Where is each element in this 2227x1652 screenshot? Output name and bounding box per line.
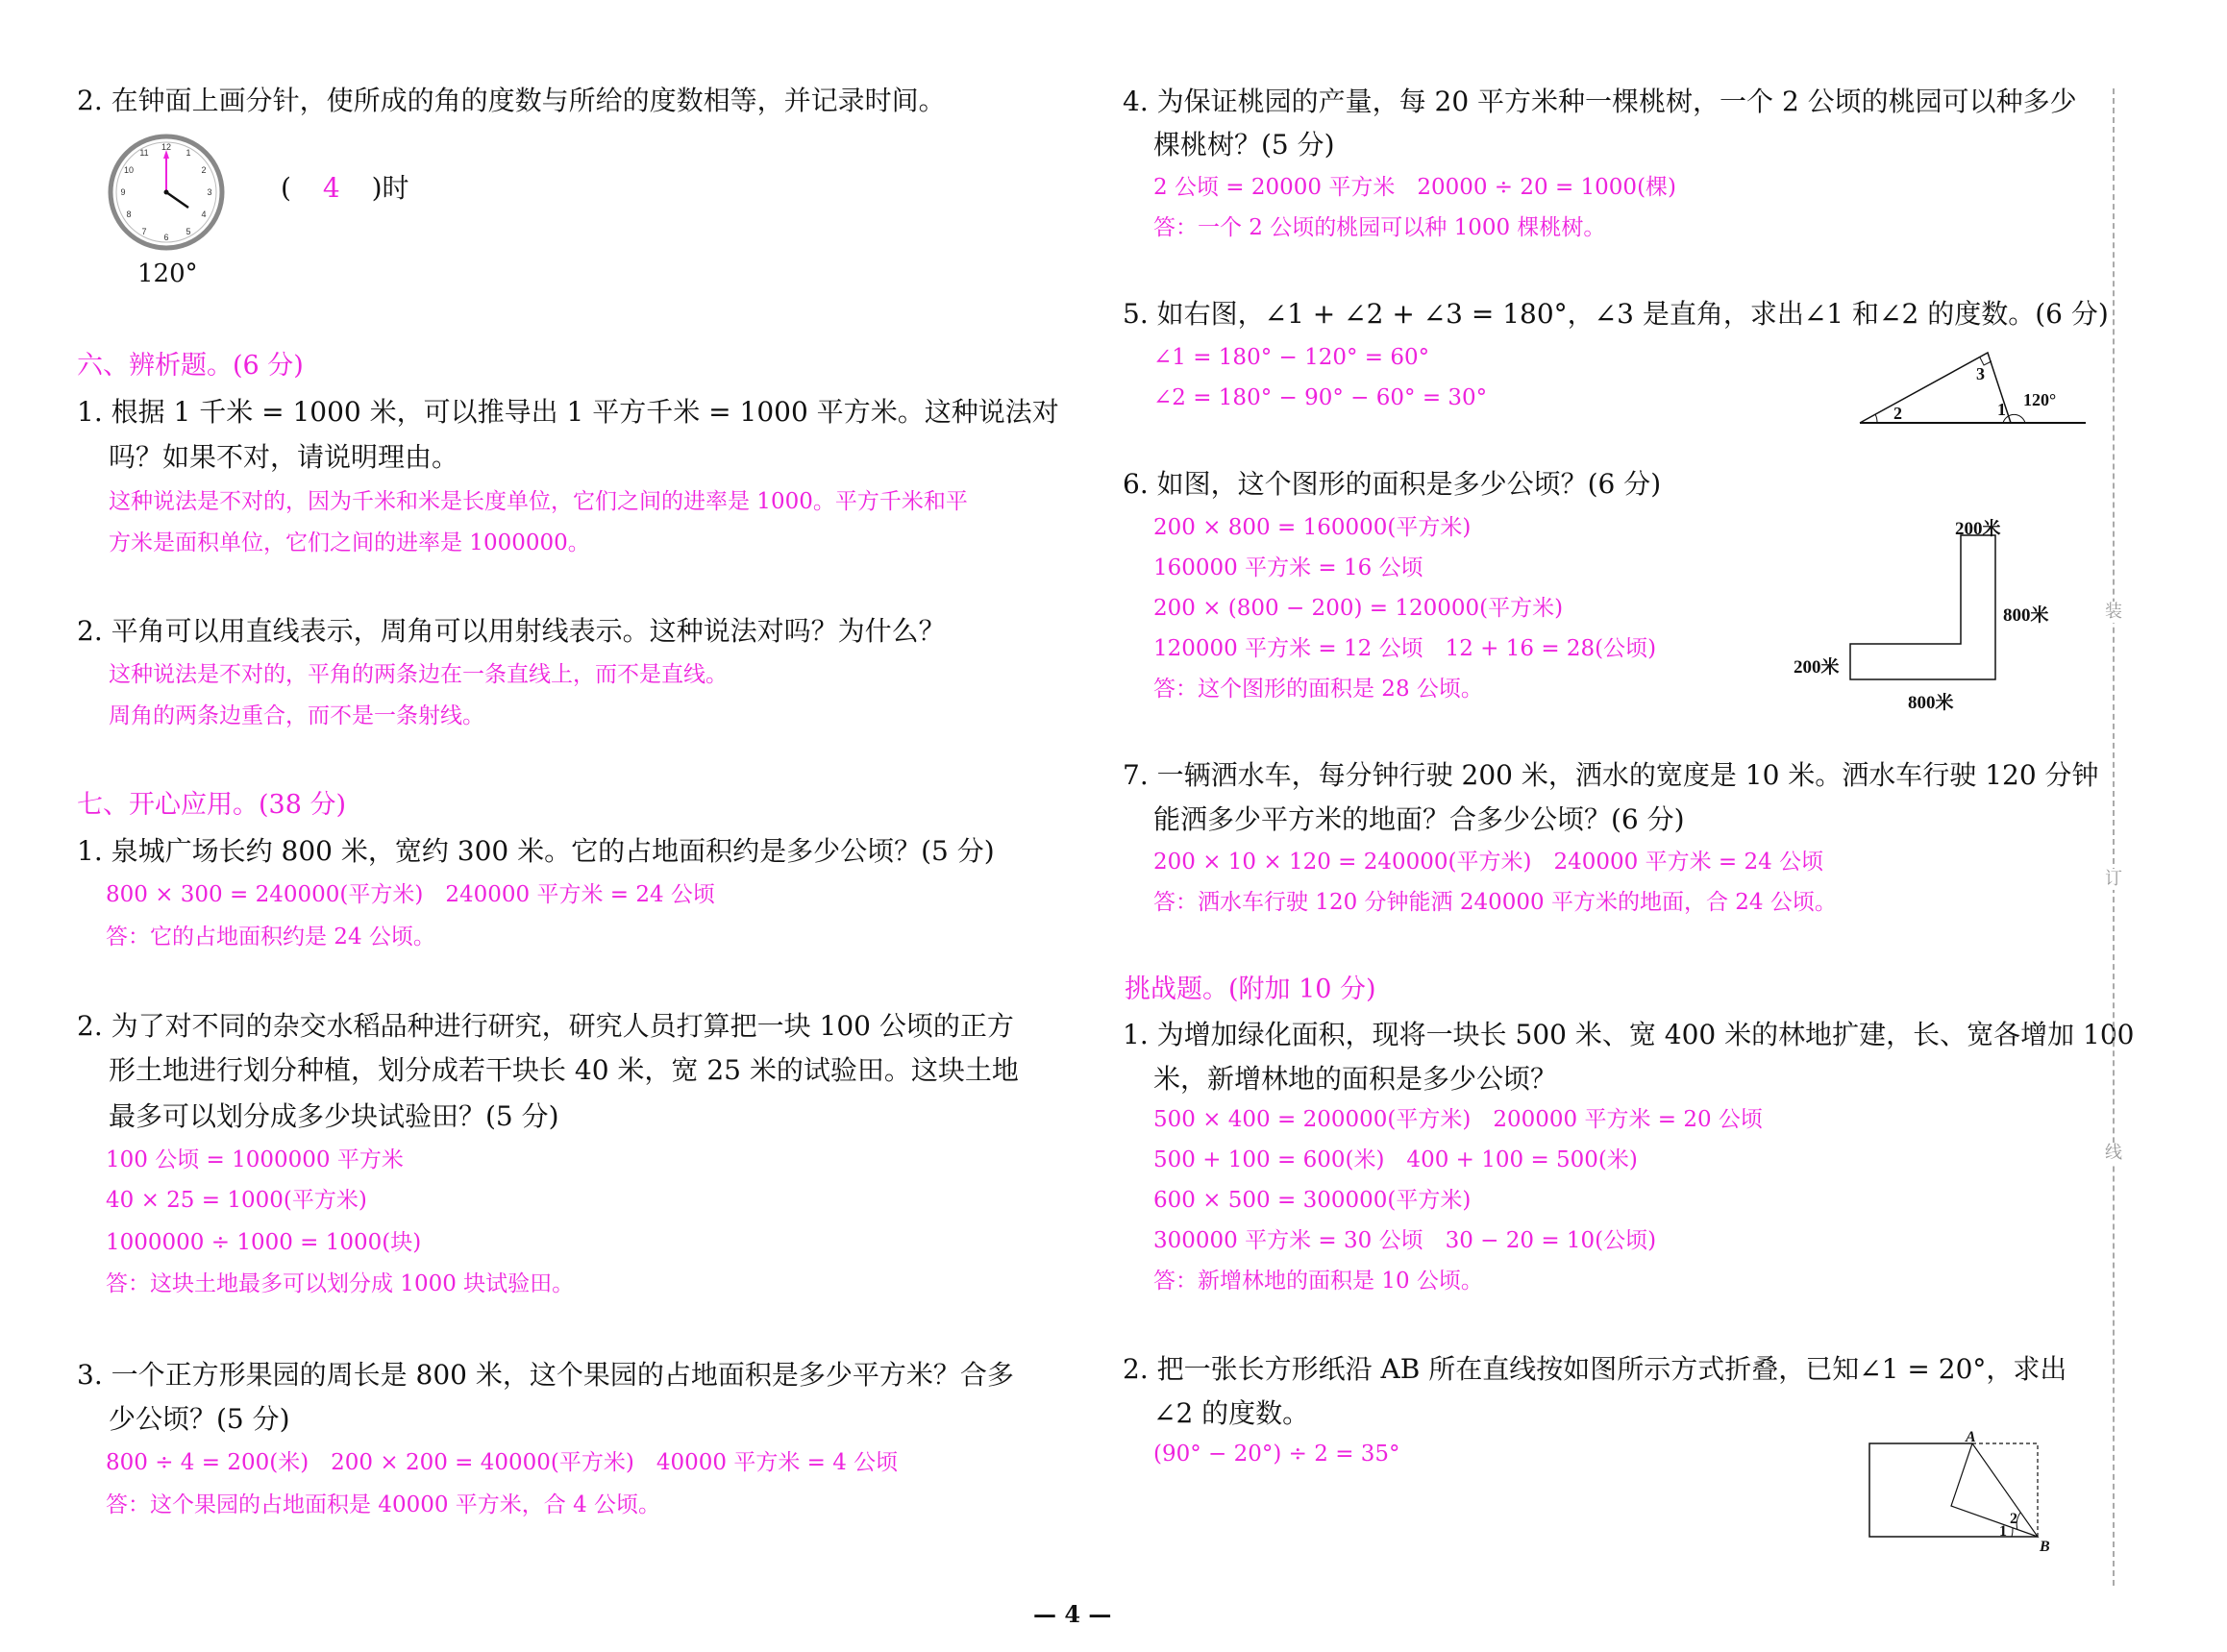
clock-number: 7	[141, 227, 147, 236]
dimension-label: 200米	[1794, 657, 1840, 678]
angle-label-1: 1	[1997, 400, 2006, 419]
answer-text: 答：一个 2 公顷的桃园可以种 1000 棵桃树。	[1153, 215, 1606, 240]
question-text: 4. 为保证桃园的产量，每 20 平方米种一棵桃树，一个 2 公顷的桃园可以种多少	[1123, 86, 2077, 117]
answer-text: 200 × 800 = 160000(平方米)	[1153, 515, 1472, 540]
clock-number: 9	[120, 187, 126, 197]
clock-number: 5	[186, 227, 191, 236]
answer-text: 这种说法是不对的，因为千米和米是长度单位，它们之间的进率是 1000。平方千米和平	[109, 489, 968, 514]
clock-number: 2	[201, 165, 207, 175]
answer-text: 500 + 100 = 600(米) 400 + 100 = 500(米)	[1153, 1147, 1638, 1172]
clock-number: 10	[123, 165, 135, 175]
answer-text: 答：新增林地的面积是 10 公顷。	[1153, 1269, 1483, 1294]
time-answer	[281, 169, 409, 208]
question-text: 6. 如图，这个图形的面积是多少公顷？(6 分)	[1123, 468, 1662, 500]
page-number: — 4 —	[1033, 1600, 1112, 1628]
question-text: 最多可以划分成多少块试验田？(5 分)	[109, 1100, 559, 1132]
point-b-label: B	[2040, 1539, 2050, 1555]
answer-text: 300000 平方米 = 30 公顷 30 − 20 = 10(公顷)	[1153, 1228, 1657, 1253]
section-heading: 六、辨析题。(6 分)	[77, 351, 304, 381]
answer-text: 120000 平方米 = 12 公顷 12 + 16 = 28(公顷)	[1153, 636, 1657, 661]
binding-line	[2113, 88, 2115, 1586]
margin-char: 装	[2105, 602, 2122, 622]
fold-figure	[1860, 1422, 2071, 1557]
answer-text: 方米是面积单位，它们之间的进率是 1000000。	[109, 530, 590, 555]
answer-text: 1000000 ÷ 1000 = 1000(块)	[106, 1230, 422, 1255]
l-shape-figure	[1788, 500, 2095, 721]
answer-text: 800 ÷ 4 = 200(米) 200 × 200 = 40000(平方米) 40000 平方米 = 4 公顷	[106, 1450, 899, 1475]
answer-text: 200 × (800 − 200) = 120000(平方米)	[1153, 596, 1564, 621]
clock-number: 12	[161, 142, 172, 152]
answer-text: ∠1 = 180° − 120° = 60°	[1153, 345, 1430, 370]
clock-figure	[104, 133, 229, 252]
section-heading: 七、开心应用。(38 分)	[77, 790, 347, 820]
answer-text: 这种说法是不对的，平角的两条边在一条直线上，而不是直线。	[109, 662, 728, 687]
answer-text: 答：洒水车行驶 120 分钟能洒 240000 平方米的地面，合 24 公顷。	[1153, 890, 1837, 915]
dimension-label: 800米	[2003, 605, 2049, 626]
question-text: 3. 一个正方形果园的周长是 800 米，这个果园的占地面积是多少平方米？合多	[77, 1359, 1014, 1391]
answer-text: 答：它的占地面积约是 24 公顷。	[106, 925, 435, 949]
clock-number: 3	[207, 187, 212, 197]
answer-text: 100 公顷 = 1000000 平方米	[106, 1147, 404, 1172]
angle-label-2: 2	[1893, 404, 1902, 423]
answer-text: 答：这个果园的占地面积是 40000 平方米，合 4 公顷。	[106, 1492, 661, 1517]
clock-number: 1	[186, 148, 191, 158]
question-text: ∠2 的度数。	[1153, 1397, 1310, 1429]
margin-char: 订	[2105, 869, 2122, 889]
triangle-figure	[1845, 336, 2095, 432]
margin-char: 线	[2105, 1143, 2122, 1163]
answer-text: 160000 平方米 = 16 公顷	[1153, 555, 1423, 580]
answer-hour: 4	[322, 172, 340, 204]
answer-text: 周角的两条边重合，而不是一条射线。	[109, 703, 484, 728]
dimension-label: 800米	[1908, 693, 1954, 713]
answer-text: 200 × 10 × 120 = 240000(平方米) 240000 平方米 = 24 公顷	[1153, 850, 1824, 875]
question-text: 形土地进行划分种植，划分成若干块长 40 米，宽 25 米的试验田。这块土地	[109, 1054, 1019, 1086]
question-text: 2. 在钟面上画分针，使所成的角的度数与所给的度数相等，并记录时间。	[77, 85, 946, 116]
question-text: 米，新增林地的面积是多少公顷？	[1153, 1063, 1558, 1095]
answer-text: 答：这块土地最多可以划分成 1000 块试验田。	[106, 1271, 575, 1296]
answer-text: ∠2 = 180° − 90° − 60° = 30°	[1153, 385, 1488, 410]
answer-text: 800 × 300 = 240000(平方米) 240000 平方米 = 24 公顷	[106, 882, 715, 907]
answer-text: 2 公顷 = 20000 平方米 20000 ÷ 20 = 1000(棵)	[1153, 175, 1677, 200]
clock-number: 11	[139, 148, 149, 158]
exterior-angle-label: 120°	[2023, 390, 2057, 409]
angle-label-3: 3	[1976, 364, 1985, 383]
question-text: 2. 为了对不同的杂交水稻品种进行研究，研究人员打算把一块 100 公顷的正方	[77, 1010, 1014, 1042]
dimension-label: 200米	[1955, 519, 2001, 539]
answer-text: 500 × 400 = 200000(平方米) 200000 平方米 = 20 公顷	[1153, 1107, 1763, 1132]
point-a-label: A	[1966, 1429, 1976, 1445]
clock-number: 6	[163, 233, 169, 242]
question-text: 7. 一辆洒水车，每分钟行驶 200 米，洒水的宽度是 10 米。洒水车行驶 120 分钟	[1123, 759, 2099, 791]
paren-close: )时	[371, 172, 409, 204]
answer-text: (90° − 20°) ÷ 2 = 35°	[1153, 1442, 1400, 1467]
clock-number: 8	[126, 210, 132, 219]
section-heading: 挑战题。(附加 10 分)	[1125, 974, 1376, 1004]
answer-text: 40 × 25 = 1000(平方米)	[106, 1188, 367, 1213]
angle-label-1: 1	[1999, 1523, 2007, 1540]
question-text: 1. 泉城广场长约 800 米，宽约 300 米。它的占地面积约是多少公顷？(5 分)	[77, 835, 995, 867]
question-text: 少公顷？(5 分)	[109, 1403, 290, 1435]
question-text: 2. 把一张长方形纸沿 AB 所在直线按如图所示方式折叠，已知∠1 = 20°，求出	[1123, 1353, 2067, 1385]
answer-text: 600 × 500 = 300000(平方米)	[1153, 1188, 1472, 1213]
question-text: 2. 平角可以用直线表示，周角可以用射线表示。这种说法对吗？为什么？	[77, 615, 946, 647]
angle-label-2: 2	[2010, 1511, 2017, 1527]
paren-open: (	[281, 172, 291, 204]
question-text: 1. 为增加绿化面积，现将一块长 500 米、宽 400 米的林地扩建，长、宽各增加 100	[1123, 1019, 2135, 1050]
question-text: 能洒多少平方米的地面？合多少公顷？(6 分)	[1153, 803, 1685, 835]
question-text: 1. 根据 1 千米 = 1000 米，可以推导出 1 平方千米 = 1000 平方米。这种说法对	[77, 396, 1059, 428]
angle-label: 120°	[137, 259, 198, 288]
clock-number: 4	[201, 210, 207, 219]
question-text: 棵桃树？(5 分)	[1153, 129, 1335, 160]
question-text: 吗？如果不对，请说明理由。	[109, 441, 459, 473]
question-text: 5. 如右图，∠1 + ∠2 + ∠3 = 180°，∠3 是直角，求出∠1 和∠2 的度数。(6 分)	[1123, 298, 2109, 330]
answer-text: 答：这个图形的面积是 28 公顷。	[1153, 677, 1483, 702]
